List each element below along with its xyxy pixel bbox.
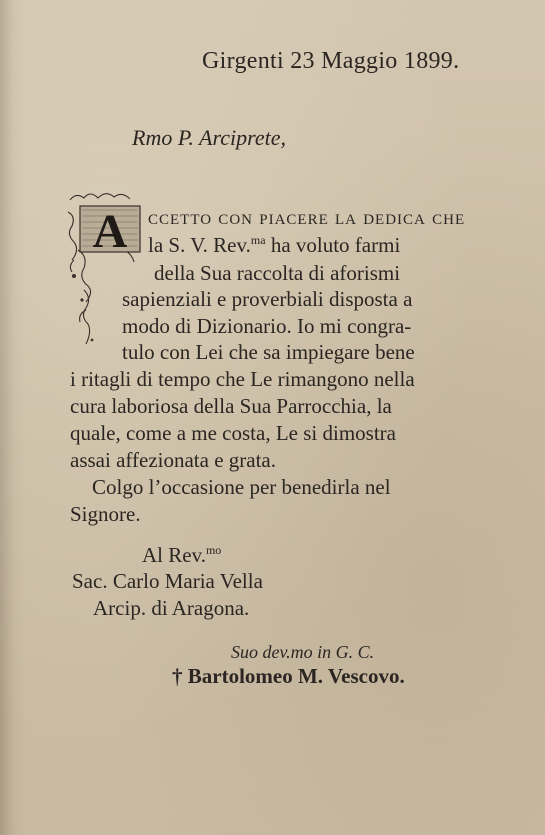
body-line-3: della Sua raccolta di aforismi — [154, 261, 401, 285]
body-line-2-sup: ma — [250, 233, 266, 247]
addressee-title-sup: mo — [205, 543, 222, 557]
body-line-2-prefix: la S. V. Rev. — [148, 233, 251, 257]
body-line-7: i ritagli di tempo che Le rimangono nella — [70, 367, 415, 391]
addressee-line-2: Sac. Carlo Maria Vella — [72, 569, 263, 593]
closing-formula: Suo dev.mo in G. C. — [231, 642, 375, 662]
addressee-line-3: Arcip. di Aragona. — [93, 596, 250, 620]
letter-date: Girgenti 23 Maggio 1899. — [202, 48, 460, 74]
body-line-5: modo di Dizionario. Io mi congra- — [122, 314, 412, 338]
letter-salutation: Rmo P. Arciprete, — [132, 125, 286, 150]
addressee-line-1 — [142, 543, 221, 568]
addressee-title: Al Rev. — [142, 543, 206, 567]
body-line-2 — [148, 233, 400, 258]
body-line-10: assai affezionata e grata. — [70, 448, 276, 472]
body-line-8: cura laboriosa della Sua Parrocchia, la — [70, 394, 392, 418]
body-line-11: Colgo l’occasione per benedirla nel — [92, 475, 391, 499]
body-line-6: tulo con Lei che sa impiegare bene — [122, 340, 415, 364]
dropcap-letter: A — [92, 205, 128, 258]
body-line-4: sapienziali e proverbiali disposta a — [122, 287, 413, 311]
body-line-1: ccetto con piacere la dedica che — [148, 205, 466, 229]
body-line-9: quale, come a me costa, Le si dimostra — [70, 421, 396, 445]
body-line-2-suffix: ha voluto farmi — [265, 233, 401, 257]
body-line-12: Signore. — [70, 502, 141, 526]
signature: † Bartolomeo M. Vescovo. — [172, 664, 405, 688]
